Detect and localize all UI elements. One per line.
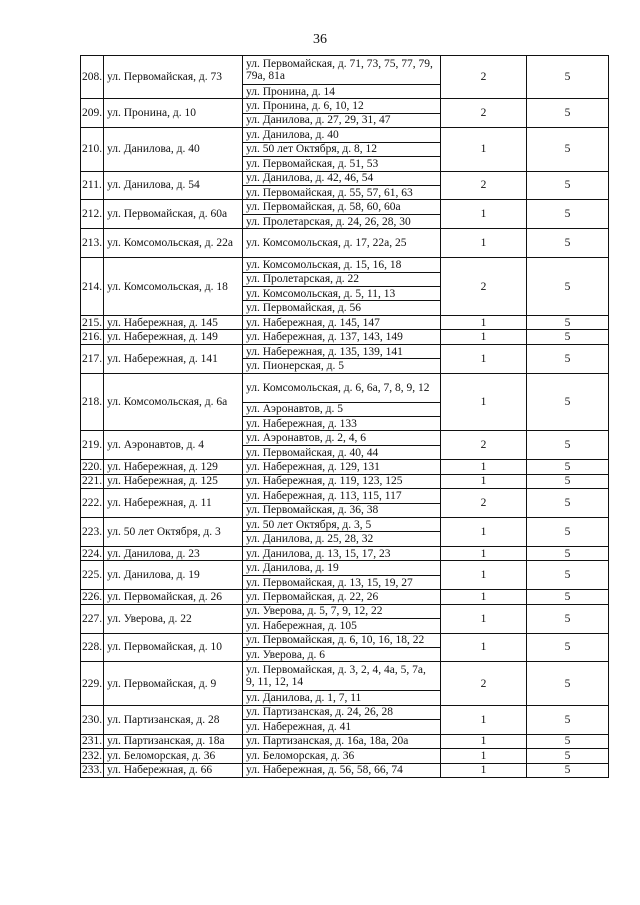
served-address-cell: ул. Пролетарская, д. 22 — [243, 272, 441, 286]
table-row — [81, 546, 609, 560]
row-number: 229. — [81, 662, 104, 705]
served-address-cell: ул. Пронина, д. 6, 10, 12 — [243, 99, 441, 113]
address-cell: ул. Беломорская, д. 36 — [104, 749, 243, 763]
served-address-cell: ул. Данилова, д. 27, 29, 31, 47 — [243, 113, 441, 127]
count-cell: 1 — [441, 344, 527, 373]
served-address-cell: ул. Данилова, д. 19 — [243, 561, 441, 575]
served-address-cell: ул. Первомайская, д. 40, 44 — [243, 445, 441, 459]
address-cell: ул. Комсомольская, д. 18 — [104, 258, 243, 316]
value-cell: 5 — [527, 633, 609, 662]
row-number: 209. — [81, 99, 104, 128]
served-address-cell: ул. 50 лет Октября, д. 8, 12 — [243, 142, 441, 156]
count-cell: 1 — [441, 200, 527, 229]
served-address-cell: ул. Набережная, д. 135, 139, 141 — [243, 344, 441, 358]
table-row — [81, 705, 609, 719]
served-address-cell: ул. Набережная, д. 129, 131 — [243, 460, 441, 474]
served-address-cell: ул. Партизанская, д. 24, 26, 28 — [243, 705, 441, 719]
value-cell: 5 — [527, 315, 609, 329]
served-address-cell: ул. Набережная, д. 137, 143, 149 — [243, 330, 441, 344]
address-cell: ул. 50 лет Октября, д. 3 — [104, 518, 243, 547]
served-address-cell: ул. Первомайская, д. 3, 2, 4, 4а, 5, 7а, 9, 11, 12, 14 — [243, 662, 441, 691]
value-cell: 5 — [527, 373, 609, 431]
value-cell: 5 — [527, 662, 609, 705]
row-number: 216. — [82, 331, 103, 344]
served-address-cell: ул. Набережная, д. 41 — [243, 720, 441, 734]
served-address-cell: ул. Набережная, д. 105 — [243, 619, 441, 633]
table-row — [81, 99, 609, 113]
value-cell: 5 — [527, 330, 609, 344]
row-number: 226. — [82, 590, 103, 603]
served-address-cell: ул. Первомайская, д. 22, 26 — [243, 590, 441, 604]
table-row — [81, 763, 609, 777]
served-address-cell: ул. Пионерская, д. 5 — [243, 359, 441, 373]
value-cell: 5 — [527, 171, 609, 200]
count-cell: 1 — [441, 749, 527, 763]
address-cell: ул. Комсомольская, д. 6а — [104, 373, 243, 431]
served-address-cell: ул. Первомайская, д. 71, 73, 75, 77, 79, 79а, 81а — [243, 56, 441, 85]
served-address-cell: ул. Данилова, д. 25, 28, 32 — [243, 532, 441, 546]
table-row — [81, 330, 609, 344]
count-cell: 1 — [441, 373, 527, 431]
address-cell: ул. Первомайская, д. 26 — [104, 590, 243, 604]
count-cell: 1 — [441, 604, 527, 633]
row-number: 220. — [82, 461, 103, 474]
row-number: 213. — [81, 229, 104, 258]
row-number: 212. — [81, 200, 104, 229]
count-cell: 1 — [441, 474, 527, 488]
value-cell: 5 — [527, 344, 609, 373]
served-address-cell: ул. Первомайская, д. 36, 38 — [243, 503, 441, 517]
served-address-cell: ул. Комсомольская, д. 17, 22а, 25 — [243, 229, 441, 258]
address-cell: ул. Уверова, д. 22 — [104, 604, 243, 633]
row-number: 218. — [81, 373, 104, 431]
value-cell: 5 — [527, 128, 609, 171]
count-cell: 2 — [441, 171, 527, 200]
served-address-cell: ул. Аэронавтов, д. 2, 4, 6 — [243, 431, 441, 445]
row-number: 208. — [81, 56, 104, 99]
address-cell: ул. Данилова, д. 40 — [104, 128, 243, 171]
address-cell: ул. Пронина, д. 10 — [104, 99, 243, 128]
table-row — [81, 460, 609, 474]
value-cell: 5 — [527, 604, 609, 633]
address-cell: ул. Аэронавтов, д. 4 — [104, 431, 243, 460]
count-cell: 1 — [441, 633, 527, 662]
count-cell: 1 — [441, 315, 527, 329]
address-cell: ул. Комсомольская, д. 22а — [104, 229, 243, 258]
address-cell: ул. Набережная, д. 141 — [104, 344, 243, 373]
address-cell: ул. Набережная, д. 11 — [104, 489, 243, 518]
table-row — [81, 734, 609, 748]
address-cell: ул. Первомайская, д. 9 — [104, 662, 243, 705]
row-number: 232. — [82, 749, 103, 762]
table-row — [81, 128, 609, 142]
table-row — [81, 590, 609, 604]
row-number: 233. — [82, 764, 103, 777]
count-cell: 1 — [441, 590, 527, 604]
table-row — [81, 489, 609, 503]
served-address-cell: ул. Первомайская, д. 13, 15, 19, 27 — [243, 575, 441, 589]
served-address-cell: ул. Первомайская, д. 56 — [243, 301, 441, 315]
value-cell: 5 — [527, 734, 609, 748]
served-address-cell: ул. Набережная, д. 145, 147 — [243, 315, 441, 329]
page-number: 36 — [313, 32, 327, 47]
table-row — [81, 633, 609, 647]
table-row — [81, 373, 609, 402]
count-cell: 2 — [441, 99, 527, 128]
value-cell: 5 — [527, 460, 609, 474]
count-cell: 1 — [441, 546, 527, 560]
row-number: 223. — [81, 518, 104, 547]
value-cell: 5 — [527, 749, 609, 763]
value-cell: 5 — [527, 763, 609, 777]
count-cell: 1 — [441, 330, 527, 344]
address-cell: ул. Набережная, д. 129 — [104, 460, 243, 474]
address-cell: ул. Набережная, д. 145 — [104, 315, 243, 329]
value-cell: 5 — [527, 258, 609, 316]
count-cell: 2 — [441, 56, 527, 99]
served-address-cell: ул. Беломорская, д. 36 — [243, 749, 441, 763]
table-row — [81, 749, 609, 763]
count-cell: 2 — [441, 662, 527, 705]
served-address-cell: ул. Данилова, д. 1, 7, 11 — [243, 691, 441, 705]
value-cell: 5 — [527, 431, 609, 460]
count-cell: 1 — [441, 128, 527, 171]
served-address-cell: ул. Аэронавтов, д. 5 — [243, 402, 441, 416]
row-number: 214. — [81, 258, 104, 316]
count-cell: 2 — [441, 431, 527, 460]
address-cell: ул. Набережная, д. 149 — [104, 330, 243, 344]
served-address-cell: ул. Уверова, д. 6 — [243, 647, 441, 661]
address-table — [80, 55, 609, 778]
address-cell: ул. Партизанская, д. 28 — [104, 705, 243, 734]
table-row — [81, 200, 609, 214]
row-number: 222. — [81, 489, 104, 518]
row-number: 215. — [82, 316, 103, 329]
served-address-cell: ул. Данилова, д. 42, 46, 54 — [243, 171, 441, 185]
table-row — [81, 604, 609, 618]
served-address-cell: ул. Набережная, д. 133 — [243, 416, 441, 430]
address-cell: ул. Первомайская, д. 10 — [104, 633, 243, 662]
address-cell: ул. Партизанская, д. 18а — [104, 734, 243, 748]
row-number: 219. — [81, 431, 104, 460]
address-cell: ул. Первомайская, д. 60а — [104, 200, 243, 229]
served-address-cell: ул. Комсомольская, д. 6, 6а, 7, 8, 9, 12 — [243, 373, 441, 402]
value-cell: 5 — [527, 99, 609, 128]
row-number: 231. — [82, 735, 103, 748]
served-address-cell: ул. Данилова, д. 40 — [243, 128, 441, 142]
served-address-cell: ул. Пронина, д. 14 — [243, 84, 441, 98]
address-table-body — [81, 56, 609, 778]
row-number: 227. — [81, 604, 104, 633]
address-cell: ул. Набережная, д. 66 — [104, 763, 243, 777]
table-row — [81, 171, 609, 185]
value-cell: 5 — [527, 474, 609, 488]
served-address-cell: ул. Набережная, д. 56, 58, 66, 74 — [243, 763, 441, 777]
count-cell: 1 — [441, 229, 527, 258]
row-number: 230. — [81, 705, 104, 734]
table-row — [81, 315, 609, 329]
value-cell: 5 — [527, 200, 609, 229]
served-address-cell: ул. Данилова, д. 13, 15, 17, 23 — [243, 546, 441, 560]
address-cell: ул. Данилова, д. 54 — [104, 171, 243, 200]
served-address-cell: ул. Набережная, д. 113, 115, 117 — [243, 489, 441, 503]
row-number: 210. — [81, 128, 104, 171]
address-cell: ул. Первомайская, д. 73 — [104, 56, 243, 99]
table-row — [81, 474, 609, 488]
served-address-cell: ул. Первомайская, д. 6, 10, 16, 18, 22 — [243, 633, 441, 647]
value-cell: 5 — [527, 56, 609, 99]
served-address-cell: ул. Пролетарская, д. 24, 26, 28, 30 — [243, 214, 441, 228]
value-cell: 5 — [527, 546, 609, 560]
value-cell: 5 — [527, 518, 609, 547]
row-number: 224. — [82, 547, 103, 560]
count-cell: 1 — [441, 561, 527, 590]
served-address-cell: ул. Уверова, д. 5, 7, 9, 12, 22 — [243, 604, 441, 618]
address-cell: ул. Набережная, д. 125 — [104, 474, 243, 488]
table-row — [81, 662, 609, 691]
served-address-cell: ул. Комсомольская, д. 5, 11, 13 — [243, 287, 441, 301]
value-cell: 5 — [527, 705, 609, 734]
count-cell: 1 — [441, 763, 527, 777]
served-address-cell: ул. Первомайская, д. 55, 57, 61, 63 — [243, 185, 441, 199]
row-number: 211. — [81, 171, 104, 200]
count-cell: 1 — [441, 734, 527, 748]
count-cell: 1 — [441, 460, 527, 474]
row-number: 221. — [82, 475, 103, 488]
count-cell: 2 — [441, 489, 527, 518]
address-cell: ул. Данилова, д. 19 — [104, 561, 243, 590]
row-number: 228. — [81, 633, 104, 662]
served-address-cell: ул. Партизанская, д. 16а, 18а, 20а — [243, 734, 441, 748]
count-cell: 1 — [441, 705, 527, 734]
count-cell: 1 — [441, 518, 527, 547]
served-address-cell: ул. Комсомольская, д. 15, 16, 18 — [243, 258, 441, 272]
served-address-cell: ул. Первомайская, д. 51, 53 — [243, 157, 441, 171]
table-row — [81, 258, 609, 272]
table-row — [81, 229, 609, 258]
row-number: 217. — [81, 344, 104, 373]
table-row — [81, 561, 609, 575]
value-cell: 5 — [527, 590, 609, 604]
table-row — [81, 518, 609, 532]
value-cell: 5 — [527, 229, 609, 258]
row-number: 225. — [81, 561, 104, 590]
table-row — [81, 431, 609, 445]
count-cell: 2 — [441, 258, 527, 316]
address-cell: ул. Данилова, д. 23 — [104, 546, 243, 560]
value-cell: 5 — [527, 489, 609, 518]
table-row — [81, 344, 609, 358]
value-cell: 5 — [527, 561, 609, 590]
served-address-cell: ул. Набережная, д. 119, 123, 125 — [243, 474, 441, 488]
table-row — [81, 56, 609, 85]
served-address-cell: ул. 50 лет Октября, д. 3, 5 — [243, 518, 441, 532]
served-address-cell: ул. Первомайская, д. 58, 60, 60а — [243, 200, 441, 214]
